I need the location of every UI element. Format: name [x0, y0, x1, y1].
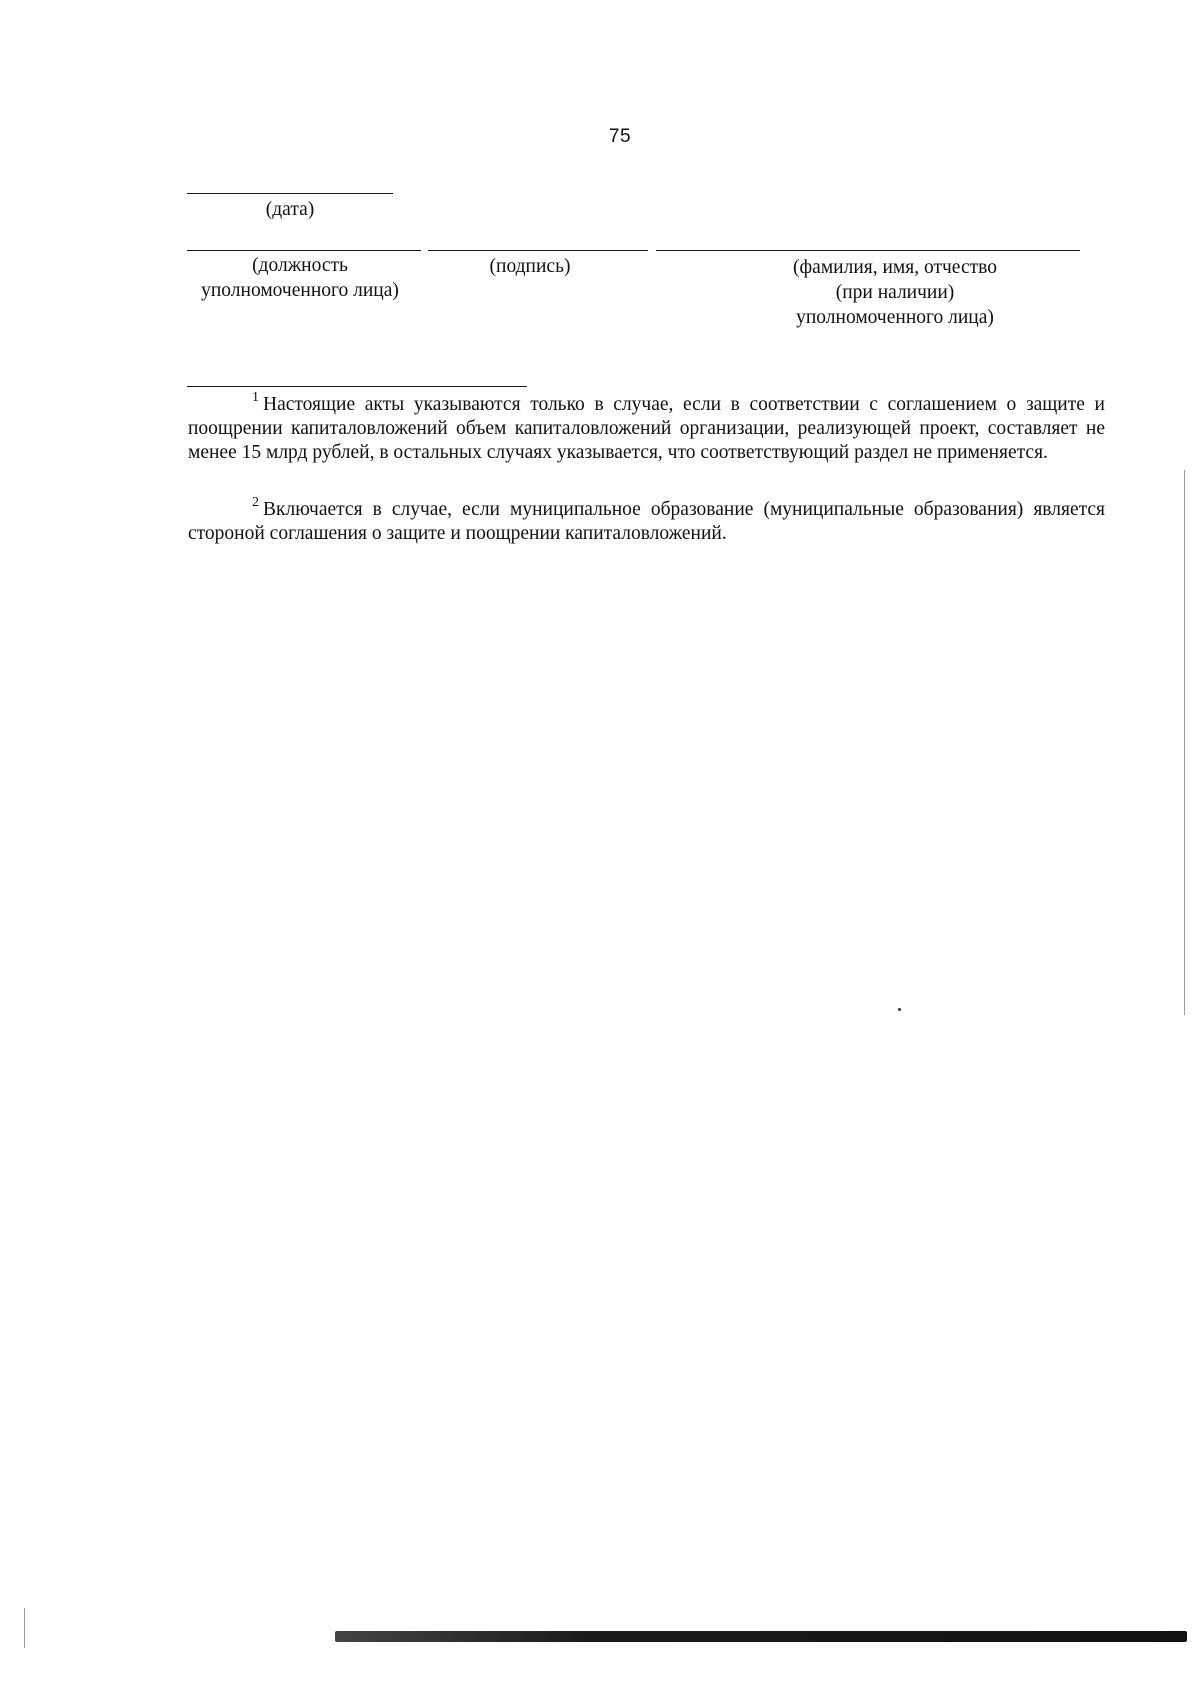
position-caption [175, 253, 425, 303]
scan-bottom-bar [335, 1631, 1187, 1642]
position-line [187, 250, 421, 251]
position-caption-line: уполномоченного лица) [201, 280, 399, 301]
page-number: 75 [608, 126, 632, 147]
signature-caption: (подпись) [489, 256, 571, 277]
name-caption [745, 255, 1045, 330]
date-line [187, 193, 393, 194]
footnote-marker: 2 [252, 495, 259, 510]
footnote-separator [187, 386, 527, 387]
name-caption-line: (при наличии) [835, 282, 955, 303]
footnote-marker: 1 [252, 390, 259, 405]
position-caption-line: (должность [252, 255, 348, 276]
scan-speck [898, 1008, 901, 1011]
signature-line [428, 250, 648, 251]
date-caption: (дата) [265, 199, 315, 220]
name-caption-line: (фамилия, имя, отчество [793, 257, 997, 278]
name-caption-line: уполномоченного лица) [796, 307, 994, 328]
footnote-1 [188, 390, 1105, 465]
footnote-2 [188, 495, 1105, 546]
footnote-text: Настоящие акты указываются только в случае, если в соответствии с соглашением о защите и поощрении капиталовложений объем капиталовложений организации, реализующей проект, составляет не менее 15 млрд рублей, в остальных случаях указывается, что соответствующий раздел не применяется. [188, 394, 1105, 463]
scan-edge-right [1184, 470, 1185, 1015]
name-line [656, 250, 1080, 251]
footnote-text: Включается в случае, если муниципальное образование (муниципальные образования) является стороной соглашения о защите и поощрении капиталовложений. [188, 499, 1105, 544]
scan-edge-left [24, 1608, 25, 1648]
